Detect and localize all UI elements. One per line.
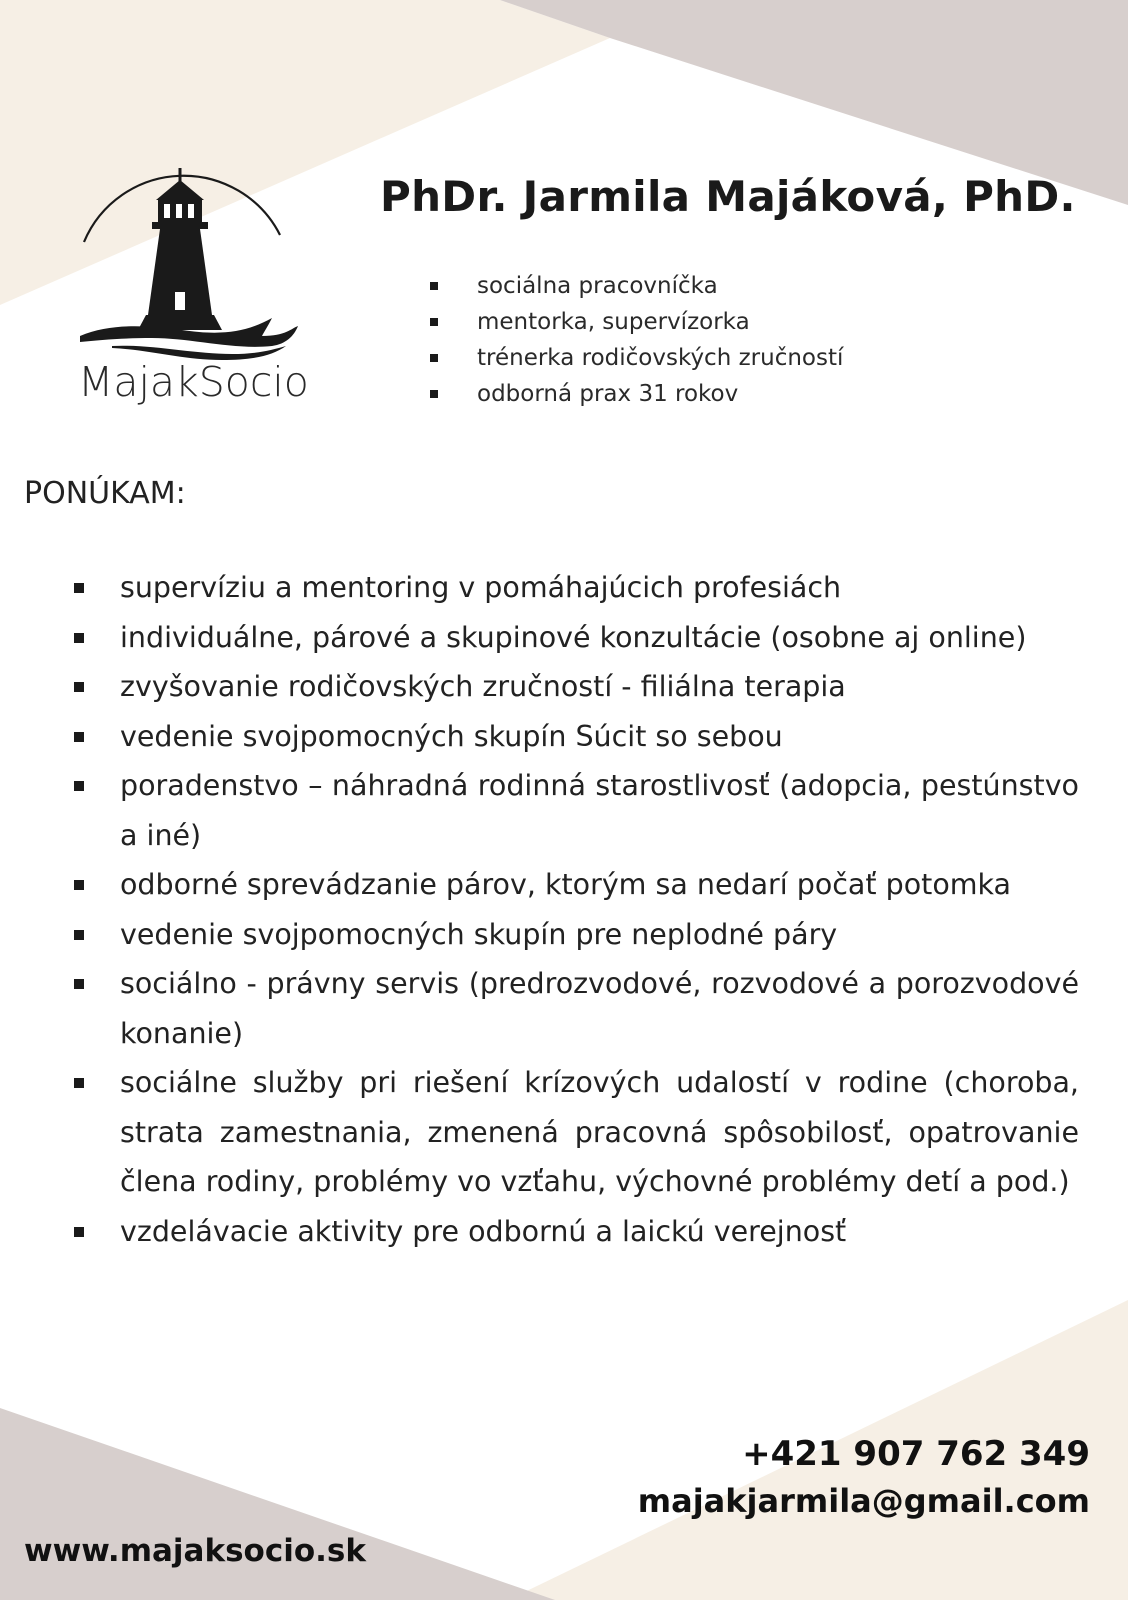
service-label: vedenie svojpomocných skupín Súcit so sebou xyxy=(120,719,783,753)
list-item xyxy=(74,1058,1079,1207)
square-bullet-icon xyxy=(74,1227,84,1237)
square-bullet-icon xyxy=(74,979,84,989)
square-bullet-icon xyxy=(430,390,438,398)
list-item xyxy=(428,376,843,412)
square-bullet-icon xyxy=(430,354,438,362)
list-item xyxy=(74,662,1079,712)
service-label: vzdelávacie aktivity pre odbornú a laickú verejnosť xyxy=(120,1214,847,1248)
service-label: zvyšovanie rodičovských zručností - filiálna terapia xyxy=(120,670,846,703)
contact-email: majakjarmila@gmail.com xyxy=(637,1482,1090,1520)
square-bullet-icon xyxy=(430,282,438,290)
list-item xyxy=(428,304,843,340)
square-bullet-icon xyxy=(74,1078,84,1088)
square-bullet-icon xyxy=(74,583,84,593)
square-bullet-icon xyxy=(74,633,84,643)
corner-shape-bottom-left xyxy=(0,1408,555,1600)
service-label: individuálne, párové a skupinové konzultácie (osobne aj online) xyxy=(120,620,1027,654)
square-bullet-icon xyxy=(74,732,84,742)
list-item xyxy=(74,1207,1079,1257)
role-label: sociálna pracovníčka xyxy=(477,273,718,299)
square-bullet-icon xyxy=(74,781,84,791)
square-bullet-icon xyxy=(74,880,84,890)
contact-phone: +421 907 762 349 xyxy=(742,1434,1090,1474)
role-label: trénerka rodičovských zručností xyxy=(477,345,844,371)
service-label: sociálne služby pri riešení krízových udalostí v rodine (choroba, strata zamestnania, zmenená pracovná spôsobilosť, opatrovanie člena rodiny, problémy vo vzťahu, výchovné problémy detí a pod.) xyxy=(120,1066,1079,1198)
roles-list xyxy=(428,268,843,412)
square-bullet-icon xyxy=(74,930,84,940)
list-item xyxy=(74,860,1079,910)
list-item xyxy=(74,761,1079,860)
list-item xyxy=(428,268,843,304)
service-label: vedenie svojpomocných skupín pre neplodné páry xyxy=(120,917,838,951)
services-list xyxy=(74,563,1079,1256)
section-heading: PONÚKAM: xyxy=(24,476,186,511)
list-item xyxy=(74,563,1079,613)
square-bullet-icon xyxy=(430,318,438,326)
contact-website: www.majaksocio.sk xyxy=(24,1533,366,1569)
page-title: PhDr. Jarmila Majáková, PhD. xyxy=(380,172,1076,221)
logo-text: MajakSocio xyxy=(78,358,309,406)
role-label: mentorka, supervízorka xyxy=(477,309,750,335)
role-label: odborná prax 31 rokov xyxy=(477,381,739,407)
list-item xyxy=(74,959,1079,1058)
service-label: sociálno - právny servis (predrozvodové, rozvodové a porozvodové konanie) xyxy=(120,967,1079,1050)
service-label: poradenstvo – náhradná rodinná starostlivosť (adopcia, pestúnstvo a iné) xyxy=(120,769,1079,852)
list-item xyxy=(74,910,1079,960)
list-item xyxy=(74,613,1079,663)
square-bullet-icon xyxy=(74,682,84,692)
list-item xyxy=(74,712,1079,762)
service-label: supervíziu a mentoring v pomáhajúcich profesiách xyxy=(120,571,842,604)
list-item xyxy=(428,340,843,376)
service-label: odborné sprevádzanie párov, ktorým sa nedarí počať potomka xyxy=(120,868,1011,901)
